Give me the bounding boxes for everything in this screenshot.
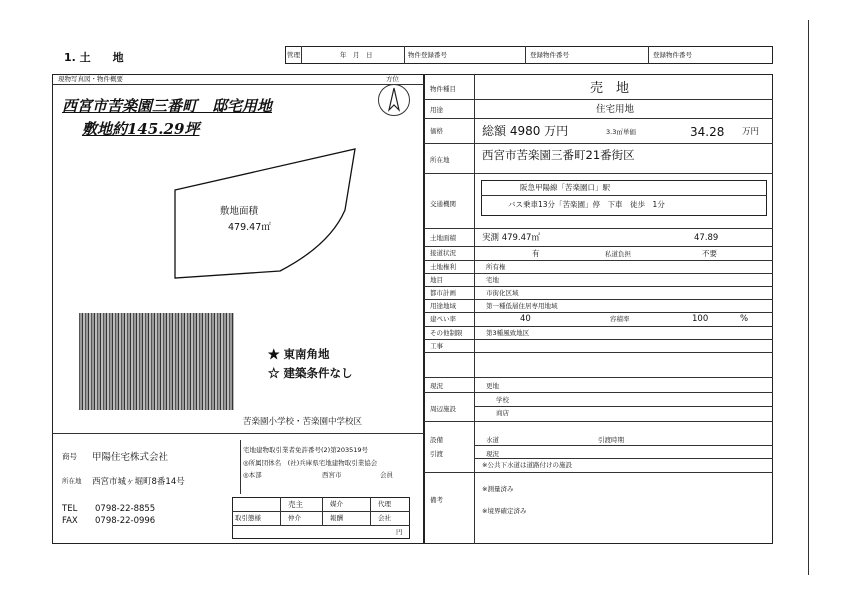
unit-price-unit: 万円 [742,127,760,137]
landuse-label: 土地権利 [430,263,456,271]
row-label: 用途 [430,106,443,114]
road-1: 有 [532,249,540,258]
tel-label: TEL [62,504,78,514]
address: 西宮市城ヶ堀町8番14号 [92,477,185,487]
hikiwatashi-label: 引渡 [430,450,443,458]
shuhen-1: 学校 [496,396,509,404]
land-area: 実測 479.47㎡ [482,233,540,243]
tel: 0798-22-8855 [95,504,156,514]
fax: 0798-22-0996 [95,516,156,526]
property-type: 売 地 [590,81,630,96]
footer-cell: 売主 [288,500,303,509]
hikiwatashi-1: 現況 [486,450,499,458]
plot-label: 敷地面積 [220,206,259,217]
yoto: 第一種低層住居専用地域 [486,302,558,310]
left-banner: 現物写真図・物件概要 [58,75,123,83]
top-header-cell: 物件登録番号 [408,51,447,59]
traffic-1: 阪急甲陽線「苦楽園口」駅 [520,183,610,192]
setsubi-label: 設備 [430,436,443,444]
unit-price: 34.28 [690,125,725,139]
price-note: 3.3㎡単価 [606,128,636,136]
feature-2: ☆ 建築条件なし [268,366,353,380]
page-margin-line [808,20,809,575]
kouji-label: 工事 [430,342,443,350]
price-total: 総額 4980 万円 [482,124,569,138]
section-title: 1. 土 地 [64,51,124,64]
footer-cell: 仲介 [288,514,301,522]
biko-1: ※公共下水道は道路付けの施設 [482,461,572,469]
land-area-label: 土地面積 [430,234,456,242]
shuhen-label: 周辺施設 [430,405,456,413]
other: 第3種風致地区 [486,329,530,337]
yoto-label: 用途地域 [430,302,456,310]
row-label: 所在地 [430,156,450,164]
top-header-cell: 年 月 日 [340,51,373,59]
toshi: 市街化区域 [486,289,519,297]
road-2: 私道負担 [605,250,631,258]
footer-cell: 会社 [378,514,391,522]
kenpei-label: 建ぺい率 [430,315,456,323]
company-label: 商号 [62,452,77,461]
site-photo [79,313,234,410]
biko-label: 備考 [430,496,443,504]
title-line1: 西宮市苦楽園三番町 邸宅用地 [62,97,273,115]
usage: 住宅用地 [596,104,635,115]
assoc-1: ◎所属団体名 (社)兵庫県宅地建物取引業協会 [243,459,378,467]
footer-cell: 媒介 [330,500,343,508]
title-line2: 敷地約145.29坪 [82,120,200,138]
top-header-cell: 登録物件番号 [653,51,692,59]
footer-cell: 報酬 [330,514,343,522]
yoseki: 100 [692,314,709,324]
top-header-cell: 登録物件番号 [530,51,569,59]
genkyo-label: 現況 [430,382,443,390]
north-arrow-icon [378,84,410,116]
traffic-2: バス乗車13分「苦楽園」停 下車 徒歩 1分 [508,200,665,209]
road-3: 不要 [702,249,717,258]
genkyo: 更地 [486,382,499,390]
assoc-2: ◎本部 [243,471,262,479]
setback: 47.89 [694,233,719,243]
company-name: 甲陽住宅株式会社 [92,452,169,463]
fax-label: FAX [62,516,78,526]
biko-2: ※測量済み [482,485,514,493]
chimoku-label: 地目 [430,276,443,284]
assoc-4: 会員 [380,471,393,479]
hikiwatashi-3: 引渡時期 [598,436,624,444]
assoc-3: 西宮市 [322,471,342,479]
yoseki-label: 容積率 [610,315,630,323]
address-label: 所在地 [62,477,82,485]
plot-area: 479.47㎡ [228,222,271,233]
license: 宅地建物取引業者免許番号(2)第203519号 [243,446,369,454]
road-label: 接道状況 [430,249,456,257]
other-label: その他制限 [430,329,463,337]
school-info: 苦楽園小学校・苦楽園中学校区 [243,417,363,427]
plot-map [170,145,360,285]
landuse: 所有権 [486,263,506,271]
chimoku: 宅地 [486,276,499,284]
setsubi-1: 水道 [486,436,499,444]
shuhen-2: 商店 [496,409,509,417]
footer-cell: 代理 [378,500,391,508]
percent: % [740,314,749,324]
location: 西宮市苦楽園三番町21番街区 [482,148,635,162]
traffic-label: 交通機関 [430,200,456,208]
north-label: 方位 [386,75,399,83]
right-panel [424,74,773,544]
footer-cell: 円 [396,528,403,536]
kenpei: 40 [520,314,531,324]
row-label: 価格 [430,127,443,135]
toshi-label: 都市計画 [430,289,456,297]
feature-1: ★ 東南角地 [268,347,330,361]
row-label: 物件種目 [430,85,456,93]
biko-3: ※境界確定済み [482,507,527,515]
footer-cell: 取引態様 [235,514,261,522]
top-header-label: 管理 [287,51,300,59]
